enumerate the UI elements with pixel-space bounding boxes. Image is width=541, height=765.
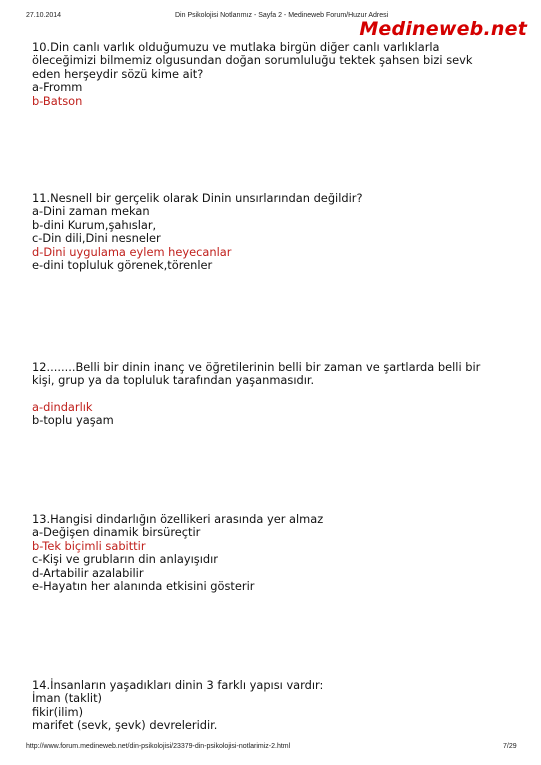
spacer <box>32 388 522 401</box>
list-item: İman (taklit) <box>32 691 103 706</box>
question-text: 10.Din canlı varlık olduğumuzu ve mutlaka birgün diğer canlı varlıklarla <box>32 40 440 54</box>
header-title: Din Psikolojisi Notlarımız - Sayfa 2 - Medineweb Forum/Huzur Adresi <box>175 12 389 19</box>
question-11 <box>32 192 522 272</box>
question-text: 11.Nesnell bir gerçelik olarak Dinin unsırlarından değildir? <box>32 191 363 205</box>
footer-url[interactable]: http://www.forum.medineweb.net/din-psikolojisi/23379-din-psikolojisi-notlarimiz-2.html <box>26 743 291 750</box>
footer-page-number: 7/29 <box>503 743 517 750</box>
option-c: c-Din dili,Dini nesneler <box>32 231 161 246</box>
option-c: c-Kişi ve grubların din anlayışıdır <box>32 552 218 567</box>
question-14 <box>32 679 522 733</box>
correct-answer: d-Dini uygulama eylem heyecanlar <box>32 244 232 259</box>
correct-answer: b-Batson <box>32 93 83 108</box>
correct-answer: b-Tek biçimli sabittir <box>32 538 146 553</box>
option-e: e-dini topluluk görenek,törenler <box>32 258 213 273</box>
question-text: 12........Belli bir dinin inanç ve öğretilerinin belli bir zaman ve şartlarda belli bir <box>32 360 481 374</box>
option-a: a-Dini zaman mekan <box>32 204 150 219</box>
question-text: eden herşeydir sözü kime ait? <box>32 66 204 81</box>
question-12 <box>32 361 522 428</box>
question-13 <box>32 513 522 593</box>
question-text: 13.Hangisi dindarlığın özellikeri arasında yer almaz <box>32 512 324 526</box>
option-a: a-Fromm <box>32 80 83 95</box>
site-logo[interactable]: Medineweb.net <box>359 18 527 40</box>
question-10 <box>32 41 522 108</box>
list-item: fikir(ilim) <box>32 704 84 719</box>
option-e: e-Hayatın her alanında etkisini gösterir <box>32 579 255 594</box>
header-date: 27.10.2014 <box>26 12 62 19</box>
list-item: marifet (sevk, şevk) devreleridir. <box>32 718 218 733</box>
correct-answer: a-dindarlık <box>32 399 93 414</box>
option-b: b-toplu yaşam <box>32 413 114 428</box>
option-a: a-Değişen dinamik birsüreçtir <box>32 525 201 540</box>
question-text: kişi, grup ya da topluluk tarafından yaşanmasıdır. <box>32 373 315 388</box>
option-d: d-Artabilir azalabilir <box>32 565 144 580</box>
question-text: öleceğimizi bilmemiz olgusundan doğan sorumluluğu tektek şahsen bizi sevk <box>32 53 473 68</box>
option-b: b-dini Kurum,şahıslar, <box>32 217 157 232</box>
question-text: 14.İnsanların yaşadıkları dinin 3 farklı yapısı vardır: <box>32 678 324 692</box>
